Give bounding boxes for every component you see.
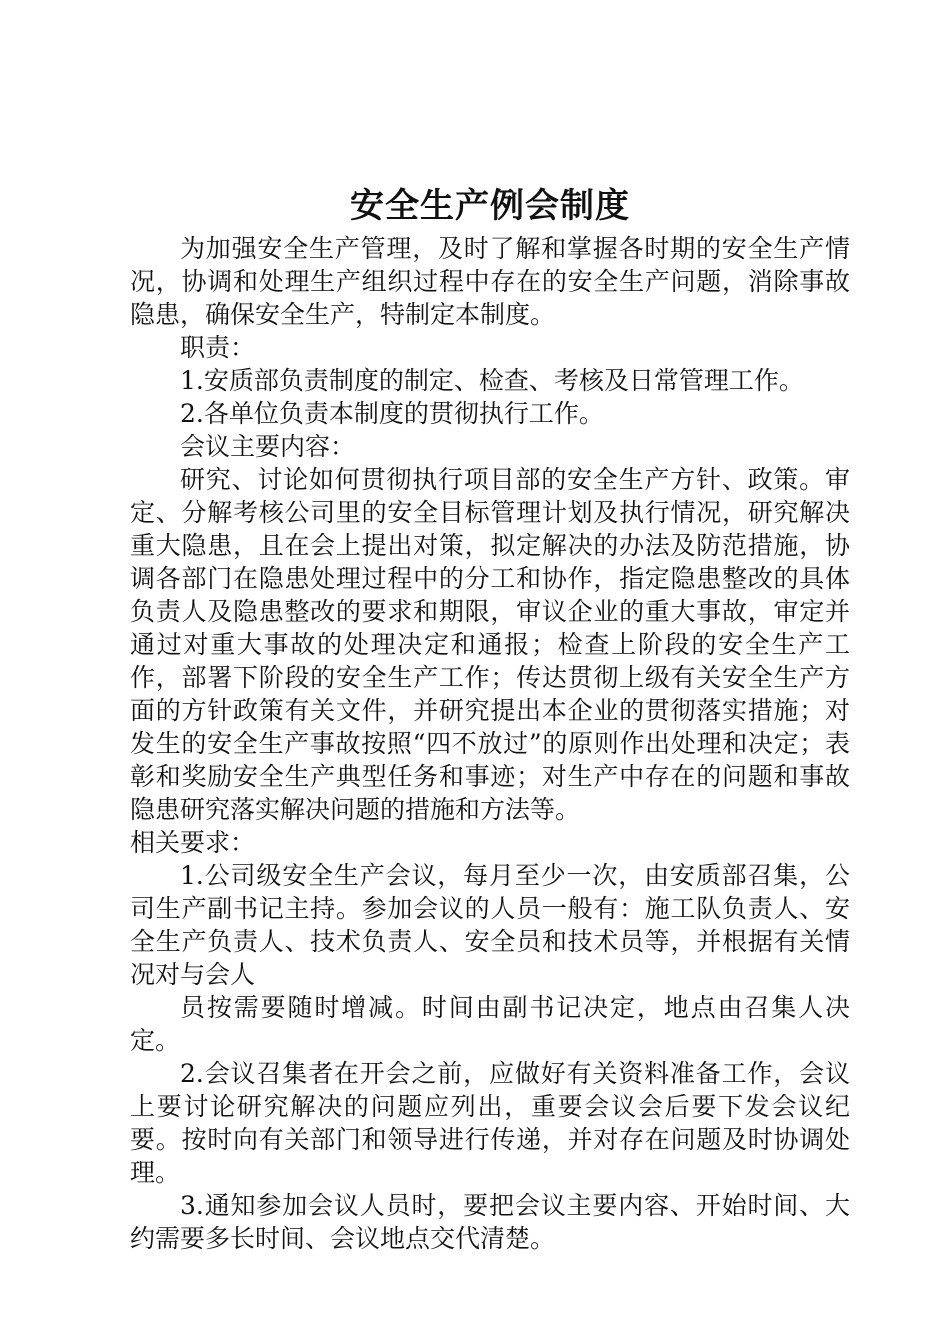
paragraph-duty-1: 1.安质部负责制度的制定、检查、考核及日常管理工作。 — [180, 366, 804, 395]
paragraph-requirement-3: 3.通知参加会议人员时，要把会议主要内容、开始时间、大约需要多长时间、会议地点交代清楚。 — [130, 1191, 850, 1253]
document-title: 安全生产例会制度 — [350, 186, 630, 226]
paragraph-requirement-1-continued: 员按需要随时增减。时间由副书记决定，地点由召集人决定。 — [130, 993, 850, 1055]
paragraph-contents: 研究、讨论如何贯彻执行项目部的安全生产方针、政策。审定、分解考核公司里的安全目标管理计划及执行情况，研究解决重大隐患，且在会上提出对策，拟定解决的办法及防范措施，协调各部门在隐患处理过程中的分工和协作，指定隐患整改的具体负责人及隐患整改的要求和期限，审议企业的重大事故，审定并通过对重大事故的处理决定和通报；检查上阶段的安全生产工作，部署下阶段的安全生产工作；传达贯彻上级有关安全生产方面的方针政策有关文件，并研究提出本企业的贯彻落实措施；对发生的安全生产事故按照“四不放过”的原则作出处理和决定；表彰和奖励安全生产典型任务和事迹；对生产中存在的问题和事故隐患研究落实解决问题的措施和方法等。 — [130, 465, 850, 824]
paragraph-requirement-2: 2.会议召集者在开会之前，应做好有关资料准备工作，会议上要讨论研究解决的问题应列出，重要会议会后要下发会议纪要。按时向有关部门和领导进行传递，并对存在问题及时协调处理。 — [130, 1059, 850, 1187]
paragraph-requirement-1: 1.公司级安全生产会议，每月至少一次，由安质部召集，公司生产副书记主持。参加会议的人员一般有：施工队负责人、安全生产负责人、技术负责人、安全员和技术员等，并根据有关情况对与会人 — [130, 861, 850, 989]
paragraph-duty-2: 2.各单位负责本制度的贯彻执行工作。 — [180, 399, 604, 428]
paragraph-intro: 为加强安全生产管理，及时了解和掌握各时期的安全生产情况，协调和处理生产组织过程中存在的安全生产问题，消除事故隐患，确保安全生产，特制定本制度。 — [130, 234, 850, 329]
paragraph-heading-duties: 职责： — [180, 333, 256, 362]
paragraph-heading-requirements: 相关要求： — [130, 828, 256, 857]
paragraph-heading-contents: 会议主要内容： — [180, 432, 356, 461]
document-page — [130, 182, 850, 1255]
